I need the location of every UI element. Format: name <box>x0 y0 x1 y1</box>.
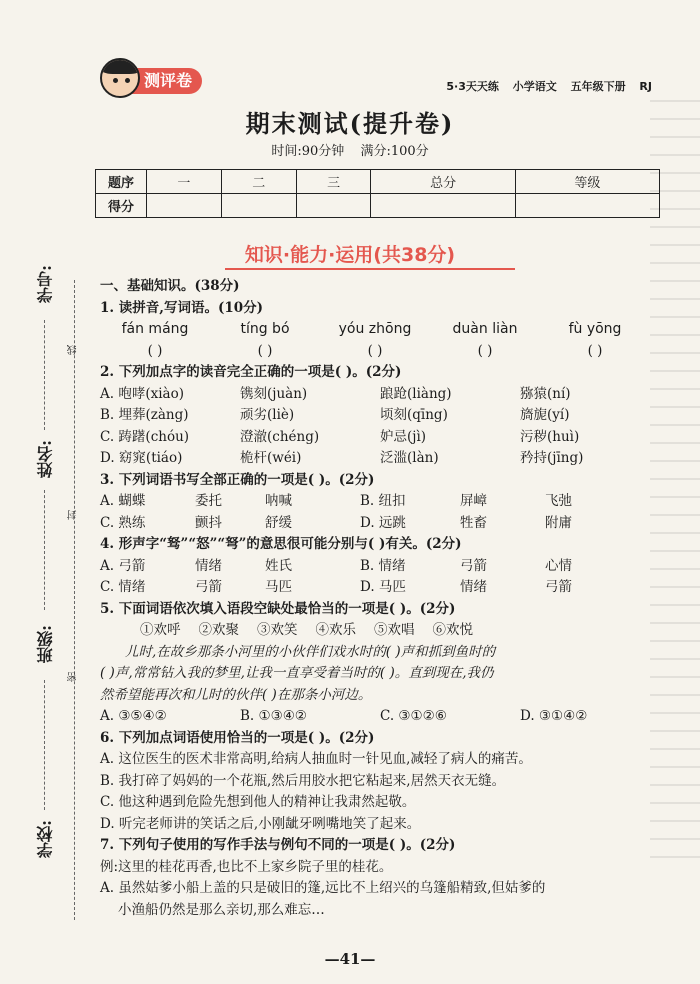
option-item: A. 弓箭 <box>100 557 146 574</box>
question-5-word-bank <box>100 620 660 642</box>
section-heading: 一、基础知识。(38分) <box>100 278 240 294</box>
option-item: C. ③①②⑥ <box>380 708 447 724</box>
option-item: 情绪 <box>195 557 222 574</box>
question-5-passage-line: 然希望能再次和儿时的伙伴( )在那条小河边。 <box>100 686 372 703</box>
exam-meta <box>0 140 700 159</box>
option-item: 顽劣(liè) <box>240 407 295 423</box>
answer-blank[interactable]: ( ) <box>477 342 493 359</box>
option-item: B. 纽扣 <box>360 493 406 509</box>
score-input-cell[interactable] <box>371 194 515 218</box>
question-7-option-a-cont: 小渔船仍然是那么亲切,那么难忘… <box>118 901 325 918</box>
option-item: 顷刻(qīng) <box>380 407 448 423</box>
page-number: —41— <box>324 950 376 968</box>
score-cell: 二 <box>221 170 296 194</box>
score-input-cell[interactable] <box>515 194 659 218</box>
option-item: C. 熟练 <box>100 514 146 531</box>
question-6-option: C. 他这种遇到危险先想到他人的精神让我肃然起敬。 <box>100 794 416 810</box>
score-cell: 三 <box>296 170 371 194</box>
class-line <box>44 680 45 810</box>
option-item: 舒缓 <box>265 514 292 531</box>
score-cell: 得分 <box>96 194 147 218</box>
banner-underline <box>225 268 515 270</box>
question-6-stem: 6. 下列加点词语使用恰当的一项是( )。(2分) <box>100 729 375 746</box>
name-label: 姓名: <box>36 440 55 478</box>
question-2-option-row <box>100 405 660 427</box>
option-item: C. 情绪 <box>100 579 146 595</box>
score-table <box>95 169 660 218</box>
question-6-option: A. 这位医生的医术非常高明,给病人抽血时一针见血,减轻了病人的痛苦。 <box>100 751 532 767</box>
score-input-cell[interactable] <box>147 194 222 218</box>
answer-blanks-row <box>100 341 660 363</box>
pinyin-item: tíng bó <box>240 321 290 337</box>
word-choice: ②欢聚 <box>198 622 239 638</box>
option-item: 桅杆(wéi) <box>240 450 302 466</box>
section-banner: 知识·能力·运用(共38分) <box>244 244 456 266</box>
option-item: 情绪 <box>460 579 487 595</box>
score-table-score-row <box>96 194 660 218</box>
option-item: 镌刻(juàn) <box>240 385 308 402</box>
word-choice: ⑤欢唱 <box>374 622 415 638</box>
word-choice: ⑥欢悦 <box>432 622 473 638</box>
option-item: 附庸 <box>545 514 572 531</box>
option-item: D. 窈窕(tiáo) <box>100 450 183 466</box>
question-2-stem: 2. 下列加点字的读音完全正确的一项是( )。(2分) <box>100 364 402 380</box>
pinyin-item: duàn liàn <box>452 321 518 337</box>
option-item: 踉跄(liàng) <box>380 385 452 402</box>
cut-mark: 线 <box>68 345 79 355</box>
badge-label: 测评卷 <box>120 68 202 94</box>
option-item: 屏嶂 <box>460 493 487 509</box>
name-line <box>44 490 45 610</box>
score-cell: 等级 <box>515 170 659 194</box>
option-item: 颤抖 <box>195 514 222 531</box>
question-1-stem: 1. 读拼音,写词语。(10分) <box>100 299 264 316</box>
student-id-label: 学号: <box>36 265 55 303</box>
question-5-passage-line: ( )声,常常钻入我的梦里,让我一直享受着当时的( )。直到现在,我仍 <box>100 665 494 681</box>
option-item: A. 咆哮(xiào) <box>100 385 184 402</box>
question-7-option-a: A. 虽然姑爹小船上盖的只是破旧的篷,远比不上绍兴的乌篷船精致,但姑爹的 <box>100 880 546 896</box>
question-7-stem: 7. 下列句子使用的写作手法与例句不同的一项是( )。(2分) <box>100 837 456 853</box>
option-item: B. ①③④② <box>240 708 307 724</box>
option-item: 弓箭 <box>195 579 222 595</box>
score-table-header-row <box>96 170 660 194</box>
question-2-option-row <box>100 448 660 470</box>
score-cell: 题序 <box>96 170 147 194</box>
word-choice: ④欢乐 <box>315 622 356 638</box>
cut-line <box>74 280 75 920</box>
page-title: 期末测试(提升卷) <box>245 109 455 138</box>
exam-full-score: 满分:100分 <box>360 144 429 159</box>
option-item: 矜持(jīng) <box>520 450 584 466</box>
option-item: D. ③①④② <box>520 708 588 724</box>
option-item: 弓箭 <box>460 557 487 574</box>
option-item: 猕猿(ní) <box>520 385 571 402</box>
score-input-cell[interactable] <box>221 194 296 218</box>
option-item: 姓氏 <box>265 557 292 574</box>
series-name: 5·3天天练 <box>446 80 499 93</box>
option-item: D. 远跳 <box>360 514 406 531</box>
question-6-option: D. 听完老师讲的笑话之后,小刚龇牙咧嘴地笑了起来。 <box>100 815 421 832</box>
question-4-stem: 4. 形声字“驽”“怒”“弩”的意思很可能分别与( )有关。(2分) <box>100 536 462 552</box>
option-item: A. ③⑤④② <box>100 708 167 724</box>
question-3-stem: 3. 下列词语书写全部正确的一项是( )。(2分) <box>100 471 375 488</box>
option-item: B. 情绪 <box>360 557 406 574</box>
cut-mark: 封 <box>68 510 79 520</box>
answer-blank[interactable]: ( ) <box>257 342 273 359</box>
question-5-passage-line: 儿时,在故乡那条小河里的小伙伴们戏水时的( )声和抓到鱼时的 <box>125 643 496 660</box>
school-label: 学校: <box>36 820 55 858</box>
word-choice: ①欢呼 <box>140 622 181 638</box>
cartoon-face-icon <box>100 58 140 98</box>
exam-time: 时间:90分钟 <box>271 144 345 159</box>
option-item: 旖旎(yí) <box>520 407 570 423</box>
option-item: 澄澈(chéng) <box>240 428 320 445</box>
word-choice: ③欢笑 <box>257 622 298 638</box>
pinyin-item: fù yōng <box>568 321 622 337</box>
question-4-option-row <box>100 577 660 599</box>
question-5-stem: 5. 下面词语依次填入语段空缺处最恰当的一项是( )。(2分) <box>100 600 456 617</box>
grade-name: 五年级下册 <box>570 80 626 93</box>
score-cell: 总分 <box>371 170 515 194</box>
option-item: D. 马匹 <box>360 579 406 595</box>
class-label: 班级: <box>36 625 55 663</box>
option-item: 污秽(huì) <box>520 428 580 445</box>
option-item: C. 踌躇(chóu) <box>100 428 190 445</box>
question-3-option-row <box>100 491 660 513</box>
answer-blank[interactable]: ( ) <box>367 342 383 359</box>
question-6-option: B. 我打碎了妈妈的一个花瓶,然后用胶水把它粘起来,居然天衣无缝。 <box>100 772 506 789</box>
option-item: 马匹 <box>265 579 292 595</box>
question-2-option-row <box>100 384 660 406</box>
question-content <box>100 276 660 921</box>
test-badge <box>100 58 204 98</box>
pinyin-row <box>100 319 660 341</box>
option-item: 飞弛 <box>545 493 572 509</box>
option-item: 委托 <box>195 493 222 509</box>
option-item: 牲畜 <box>460 514 487 531</box>
cut-mark: 密 <box>68 672 79 682</box>
edition-code: RJ <box>639 80 652 93</box>
pinyin-item: yóu zhōng <box>338 321 412 337</box>
option-item: 妒忌(jì) <box>380 428 427 445</box>
question-5-option-row <box>100 706 660 728</box>
score-input-cell[interactable] <box>296 194 371 218</box>
question-4-option-row <box>100 556 660 578</box>
option-item: 泛滥(làn) <box>380 450 439 466</box>
header-series-info <box>436 78 652 94</box>
question-3-option-row <box>100 513 660 535</box>
answer-blank[interactable]: ( ) <box>147 342 163 359</box>
option-item: B. 埋葬(zàng) <box>100 407 189 423</box>
student-id-line <box>44 320 45 430</box>
option-item: 呐喊 <box>265 493 292 509</box>
option-item: 弓箭 <box>545 579 572 595</box>
answer-blank[interactable]: ( ) <box>587 342 603 359</box>
option-item: A. 蝴蝶 <box>100 493 146 509</box>
option-item: 心情 <box>545 557 572 574</box>
question-2-option-row <box>100 427 660 449</box>
score-cell: 一 <box>147 170 222 194</box>
question-7-example: 例:这里的桂花再香,也比不上家乡院子里的桂花。 <box>100 858 393 875</box>
subject-name: 小学语文 <box>512 80 557 93</box>
pinyin-item: fán máng <box>121 321 189 337</box>
